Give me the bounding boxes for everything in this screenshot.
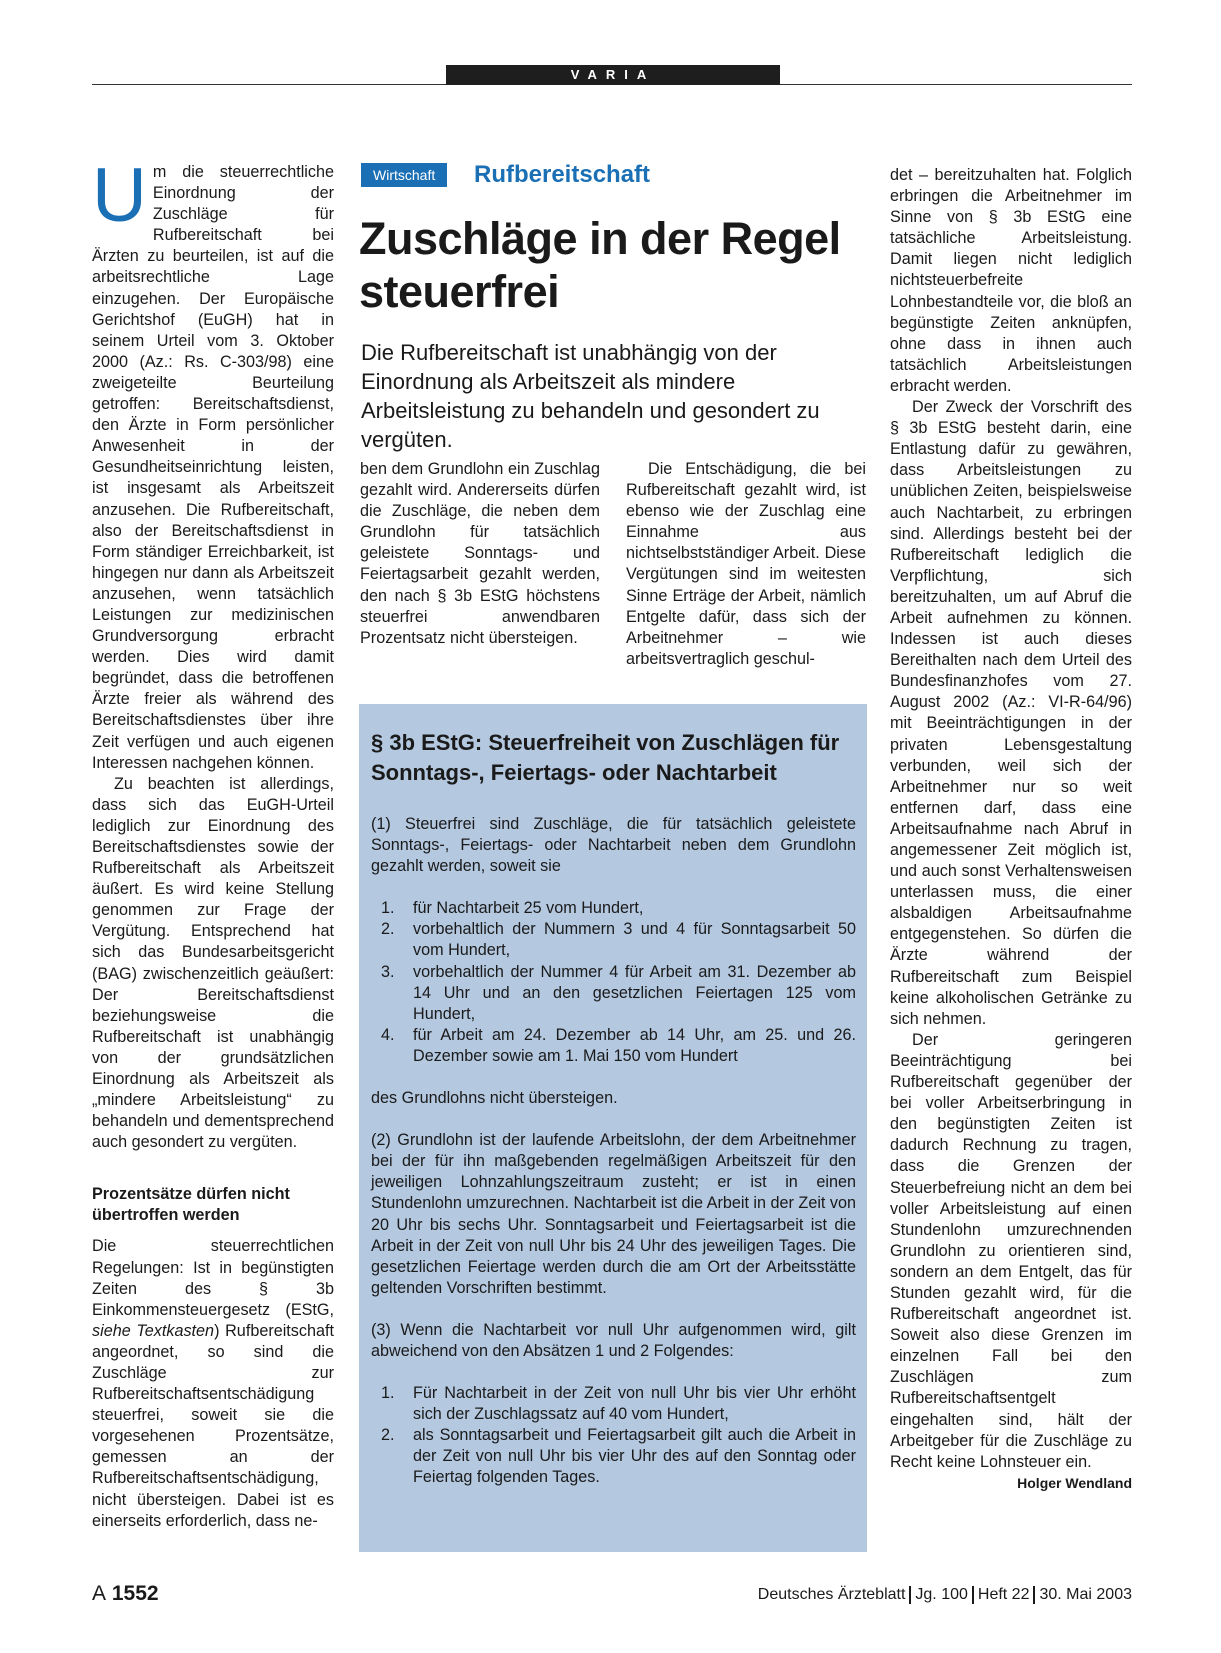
lead-text: Die Rufbereitschaft ist unabhängig von der Einordnung als Arbeitszeit als mindere Arbeitsleistung zu behandeln und gesondert zu vergüten.: [361, 340, 820, 452]
body-paragraph: Der Zweck der Vorschrift des § 3b EStG besteht darin, eine Entlastung dafür zu gewähren, dass Arbeitsleistungen zu unüblichen Zeiten, beispielsweise auch Nachtarbeit, zu erbringen sind. Allerdings besteht bei der Rufbereitschaft lediglich die Verpflichtung, sich bereitzuhalten, um auf Abruf die Arbeit aufnehmen zu können. Indessen ist auch dieses Bereithalten nach dem Urteil des Bundesfinanzhofes vom 27. August 2002 (Az.: VI-R-64/96) mit Beeinträchtigungen in der privaten Lebensgestaltung verbunden, weil sich der Arbeitnehmer nur so weit entfernen darf, dass eine Arbeitsaufnahme nach Abruf in angemessener Zeit möglich ist, und auch sonst Verhaltensweisen unterlassen muss, die einer alsbaldigen Arbeitsaufnahme entgegenstehen. So dürfen die Ärzte während der Rufbereitschaft zum Beispiel keine alkoholischen Getränke zu sich nehmen.: [890, 398, 1132, 1028]
column-middle-2: [626, 459, 866, 670]
body-paragraph: det – bereitzuhalten hat. Folglich erbringen die Arbeitnehmer im Sinne von § 3b EStG eine tatsächliche Arbeitsleistung. Damit liegen nicht lediglich nichtsteuerbefreite Lohnbestandteile vor, die bloß an begünstigte Zeiten anknüpfen, ohne dass in ihnen auch tatsächlich Arbeitsleistungen erbracht werden.: [890, 166, 1132, 395]
separator: [1033, 1586, 1035, 1604]
law-paragraph-2: (2) Grundlohn ist der laufende Arbeitslohn, der dem Arbeitnehmer bei der für ihn maßgebenden regelmäßigen Arbeitszeit für den jeweiligen Lohnzahlungszeitraum zusteht; er ist in einen Stundenlohn umzurechnen. Nachtarbeit ist die Arbeit in der Zeit von 20 Uhr bis sechs Uhr. Sonntagsarbeit und Feiertagsarbeit ist die Arbeit in der Zeit von null Uhr bis 24 Uhr des jeweiligen Tages. Die gesetzlichen Feiertage werden durch die am Ort der Arbeitsstätte geltenden Vorschriften bestimmt.: [371, 1131, 857, 1297]
info-box-body: [371, 814, 856, 1510]
law-list-3: [371, 1383, 856, 1488]
kicker: Rufbereitschaft: [474, 161, 651, 188]
law-paragraph-1-end: des Grundlohns nicht übersteigen.: [371, 1089, 618, 1108]
list-item: 4. für Arbeit am 24. Dezember ab 14 Uhr, am 25. und 26. Dezember sowie am 1. Mai 150 vom Hundert: [381, 1025, 856, 1065]
page-number: A 1552: [92, 1582, 159, 1605]
journal-date: 30. Mai 2003: [1039, 1586, 1132, 1604]
column-middle-1: [360, 459, 600, 649]
list-item: 2. vorbehaltlich der Nummern 3 und 4 für Sonntagsarbeit 50 vom Hundert,: [381, 920, 856, 960]
body-paragraph: Der geringeren Beeinträchtigung bei Rufbereitschaft gegenüber der bei voller Arbeitserbringung in den begünstigten Zeiten ist dadurch Rechnung zu tragen, dass die Grenzen der Steuerbefreiung nicht an dem bei voller Arbeitsleistung auf einen Stundenlohn umzurechnenden Grundlohn zu orientieren sind, sondern an dem Entgelt, das für Stunden gezahlt wird, für die Rufbereitschaft angeordnet ist. Soweit also diese Grenzen im einzelnen Fall bei den Zuschlägen zum Rufbereitschaftsentgelt eingehalten sind, hält der Arbeitgeber für die Zuschläge zu Recht keine Lohnsteuer ein. Holger Wendland: [890, 1030, 1132, 1473]
journal-info: [758, 1586, 1132, 1604]
category-tag: Wirtschaft: [361, 163, 447, 187]
law-paragraph-3: (3) Wenn die Nachtarbeit vor null Uhr aufgenommen wird, gilt abweichend von den Absätzen 1 und 2 Folgendes:: [371, 1320, 856, 1360]
list-item: 1. für Nachtarbeit 25 vom Hundert,: [381, 899, 644, 918]
separator: [972, 1586, 974, 1604]
list-item: 2. als Sonntagsarbeit und Feiertagsarbeit gilt auch die Arbeit in der Zeit von null Uhr bis vier Uhr des auf den Sonntag oder Feiertag folgenden Tages.: [381, 1426, 856, 1487]
body-paragraph: ben dem Grundlohn ein Zuschlag gezahlt wird. Andererseits dürfen die Zuschläge, die neben dem Grundlohn für tatsächlich geleistete Sonntags- und Feiertagsarbeit gezahlt werden, den nach § 3b EStG höchstens steuerfrei anwendbaren Prozentsatz nicht übersteigen.: [360, 460, 600, 647]
list-item: 3. vorbehaltlich der Nummer 4 für Arbeit am 31. Dezember ab 14 Uhr und an den gesetzlichen Feiertagen 125 vom Hundert,: [381, 962, 856, 1023]
journal-issue: Heft 22: [977, 1586, 1030, 1604]
headline: Zuschläge in der Regel steuerfrei: [359, 213, 841, 317]
law-list-1: [371, 898, 856, 1067]
author-name: Holger Wendland: [1017, 1474, 1132, 1491]
law-paragraph-1: (1) Steuerfrei sind Zuschläge, die für tatsächlich geleistete Sonntags-, Feiertags- oder Nachtarbeit neben dem Grundlohn gezahlt werden, soweit sie: [371, 815, 856, 876]
journal-name: Deutsches Ärzteblatt: [757, 1586, 906, 1604]
body-paragraph: Zu beachten ist allerdings, dass sich das EuGH-Urteil lediglich zur Einordnung des Bereitschaftsdienstes sowie der Rufbereitschaft als Arbeitszeit äußert. Es wird keine Stellung genommen zur Frage der Vergütung. Entsprechend hat sich das Bundesarbeitsgericht (BAG) zwischenzeitlich geäußert: Der Bereitschaftsdienst beziehungsweise die Rufbereitschaft ist unabhängig von der grundsätzlichen Einordnung als Arbeitszeit als „mindere Arbeitsleistung“ zu behandeln und dementsprechend auch gesondert zu vergüten.: [92, 774, 334, 1152]
subheading: Prozentsätze dürfen nicht übertroffen werden: [92, 1185, 290, 1225]
separator: [909, 1586, 911, 1604]
journal-volume: Jg. 100: [915, 1586, 968, 1604]
drop-cap: U: [92, 153, 147, 238]
body-paragraph: Die Entschädigung, die bei Rufbereitschaft gezahlt wird, ist ebenso wie der Zuschlag eine Einnahme aus nichtselbstständiger Arbeit. Diese Vergütungen sind im weitesten Sinne Erträge der Arbeit, nämlich Entgelte dafür, dass sich der Arbeitnehmer – wie arbeitsvertraglich geschul-: [626, 460, 866, 668]
info-box-title: § 3b EStG: Steuerfreiheit von Zuschlägen für Sonntags-, Feiertags- oder Nachtarbeit: [371, 730, 840, 785]
section-label: VARIA: [446, 65, 780, 85]
body-paragraph: Die steuerrechtlichen Regelungen: Ist in begünstigten Zeiten des § 3b Einkommensteuergesetz (EStG, siehe Textkasten) Rufbereitschaft angeordnet, so sind die Zuschläge zur Rufbereitschaftsentschädigung steuerfrei, soweit sie die vorgesehenen Prozentsätze, gemessen an der Rufbereitschaftsentschädigung, nicht übersteigen. Dabei ist es einerseits erforderlich, dass ne-: [92, 1237, 334, 1530]
column-right: [890, 165, 1132, 1494]
column-left: [92, 153, 334, 1532]
list-item: 1. Für Nachtarbeit in der Zeit von null Uhr bis vier Uhr erhöht sich der Zuschlagssatz auf 40 vom Hundert,: [381, 1384, 856, 1424]
intro-paragraph: Um die steuerrechtliche Einordnung der Zuschläge für Rufbereitschaft bei Ärzten zu beurteilen, ist auf die arbeitsrechtliche Lage einzugehen. Der Europäische Gerichtshof (EuGH) hat in seinem Urteil vom 3. Oktober 2000 (Az.: Rs. C-303/98) eine zweigeteilte Beurteilung getroffen: Bereitschaftsdienst, den Ärzte in Form persönlicher Anwesenheit in der Gesundheitseinrichtung leisten, ist insgesamt als Arbeitszeit anzusehen. Die Rufbereitschaft, also der Bereitschaftsdienst in Form ständiger Erreichbarkeit, ist hingegen nur dann als Arbeitszeit anzusehen, wenn tatsächlich Leistungen zur medizinischen Grundversorgung erbracht werden. Dies wird damit begründet, dass die betroffenen Ärzte freier als während des Bereitschaftsdienstes über ihre Zeit verfügen und auch eigenen Interessen nachgehen können.: [92, 153, 334, 772]
